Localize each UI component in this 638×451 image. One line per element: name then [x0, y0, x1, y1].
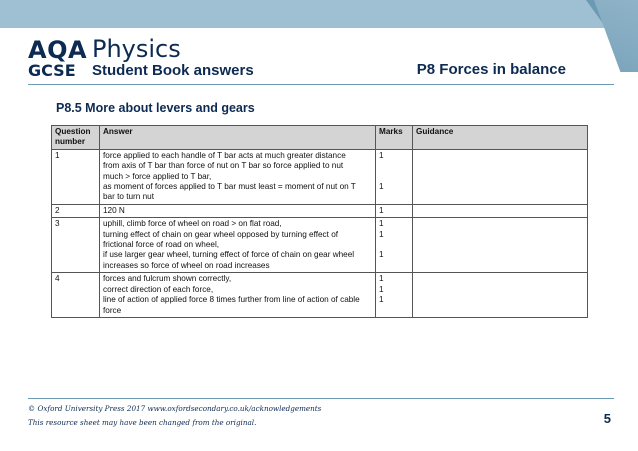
- header-divider: [28, 84, 614, 85]
- answer-line: 120 N: [103, 205, 125, 215]
- table-row: [52, 204, 588, 217]
- table-row: [52, 218, 588, 273]
- table-header-row: [52, 126, 588, 150]
- mark-value: 1: [379, 182, 384, 192]
- brand-aqa-logo: AQA: [28, 36, 88, 64]
- header-answer: Answer: [100, 126, 376, 150]
- mark-value: [379, 161, 409, 171]
- footer-divider: [28, 398, 614, 399]
- table-row: [52, 273, 588, 318]
- answer-cell: [100, 149, 376, 204]
- mark-value: [379, 172, 409, 182]
- book-title: Student Book answers: [92, 62, 254, 79]
- marks-cell: [376, 218, 413, 273]
- chapter-title: P8 Forces in balance: [416, 61, 566, 78]
- table-row: [52, 149, 588, 204]
- guidance-cell: [413, 218, 588, 273]
- mark-value: 1: [379, 229, 384, 239]
- answer-line: force applied to each handle of T bar acts at much greater distance: [103, 150, 346, 160]
- brand-physics: Physics: [92, 35, 181, 63]
- answer-line: forces and fulcrum shown correctly,: [103, 274, 232, 284]
- question-number-cell: 1: [52, 149, 100, 204]
- brand-gcse: GCSE: [28, 61, 76, 80]
- guidance-cell: [413, 273, 588, 318]
- answer-line: line of action of applied force 8 times further from line of action of cable: [103, 295, 360, 305]
- answer-line: correct direction of each force,: [103, 284, 214, 294]
- answer-line: much > force applied to T bar,: [103, 171, 212, 181]
- footer-note: This resource sheet may have been changed from the original.: [28, 418, 257, 427]
- marks-cell: [376, 204, 413, 217]
- answer-line: force: [103, 305, 122, 315]
- section-title: P8.5 More about levers and gears: [56, 101, 255, 115]
- mark-value: 1: [379, 219, 384, 229]
- question-number-cell: 3: [52, 218, 100, 273]
- mark-value: [379, 240, 409, 250]
- mark-value: [379, 192, 409, 202]
- guidance-cell: [413, 204, 588, 217]
- answer-cell: [100, 204, 376, 217]
- mark-value: 1: [379, 284, 384, 294]
- mark-value: 1: [379, 295, 384, 305]
- answer-line: bar to turn nut: [103, 192, 154, 202]
- mark-value: [379, 261, 409, 271]
- header-question-number: Question number: [52, 126, 100, 150]
- mark-value: 1: [379, 274, 384, 284]
- answer-line: turning effect of chain on gear wheel opposed by turning effect of: [103, 229, 339, 239]
- answer-line: uphill, climb force of wheel on road > on flat road,: [103, 219, 282, 229]
- question-number-cell: 2: [52, 204, 100, 217]
- answer-line: increases so force of wheel on road increases: [103, 260, 270, 270]
- mark-value: 1: [379, 205, 384, 215]
- answer-line: if use larger gear wheel, turning effect of force of chain on gear wheel: [103, 250, 355, 260]
- mark-value: [379, 306, 409, 316]
- marks-cell: [376, 273, 413, 318]
- mark-value: 1: [379, 250, 384, 260]
- answer-line: from axis of T bar than force of nut on T bar so force applied to nut: [103, 161, 344, 171]
- marks-cell: [376, 149, 413, 204]
- answer-line: frictional force of road on wheel,: [103, 240, 220, 250]
- question-number-cell: 4: [52, 273, 100, 318]
- guidance-cell: [413, 149, 588, 204]
- answer-line: as moment of forces applied to T bar must least = moment of nut on T: [103, 182, 356, 192]
- top-banner: [0, 0, 638, 28]
- header-marks: Marks: [376, 126, 413, 150]
- answer-cell: [100, 218, 376, 273]
- answers-table: [51, 125, 588, 318]
- header-guidance: Guidance: [413, 126, 588, 150]
- page-number: 5: [603, 411, 611, 426]
- answer-cell: [100, 273, 376, 318]
- mark-value: 1: [379, 150, 384, 160]
- footer-copyright: © Oxford University Press 2017 www.oxfordsecondary.co.uk/acknowledgements: [28, 404, 322, 413]
